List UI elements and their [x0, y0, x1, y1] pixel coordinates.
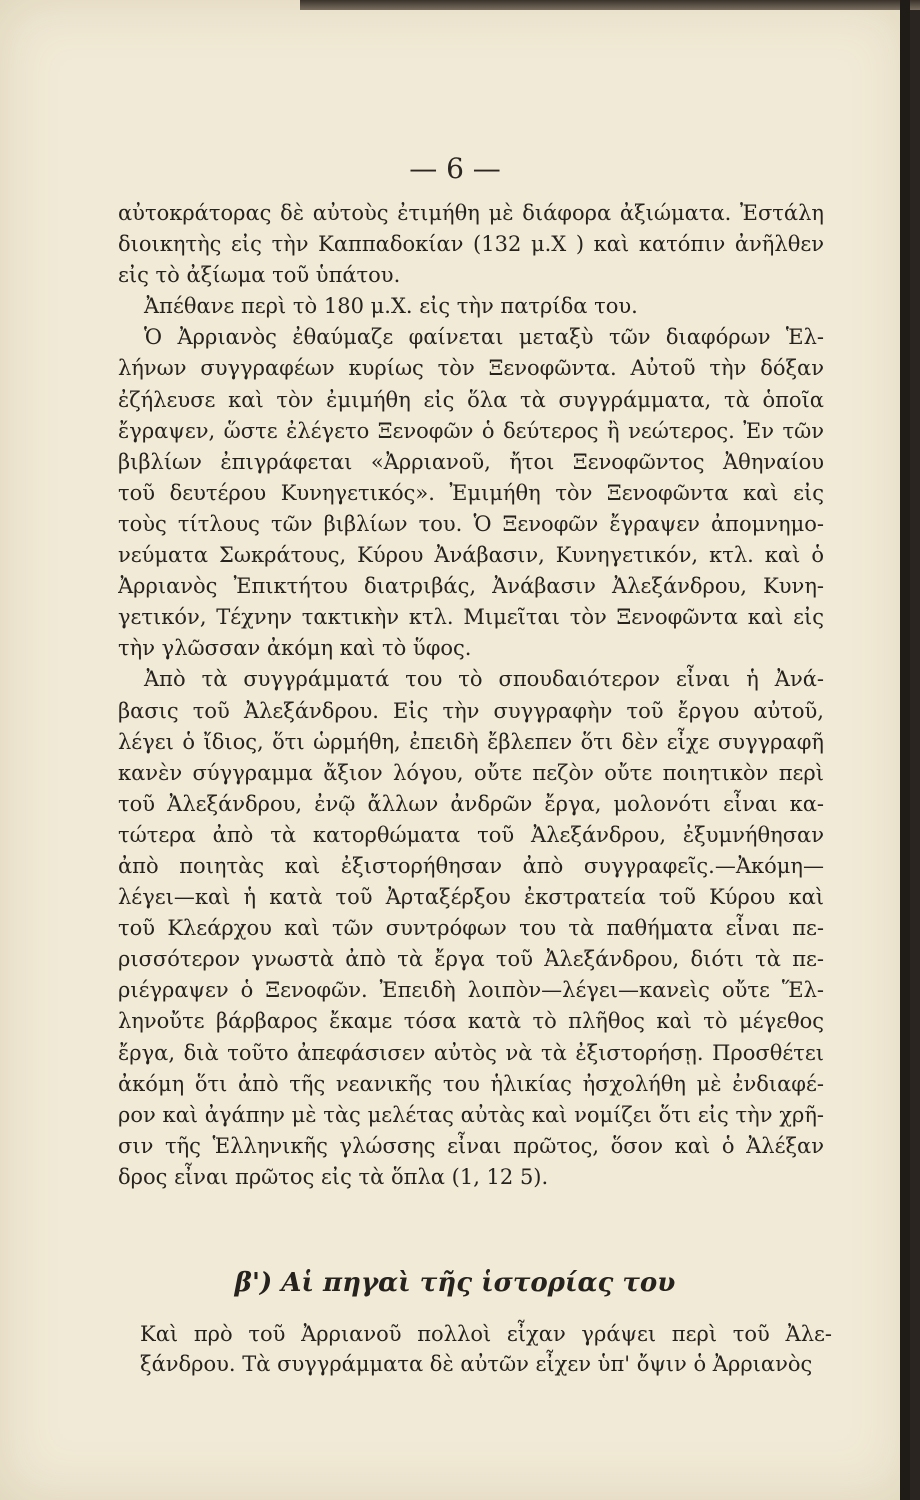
text-line: λέγει—καὶ ἡ κατὰ τοῦ Ἀρταξέρξου ἐκστρατεία τοῦ Κύρου καὶ: [118, 885, 824, 910]
text-line: τοῦ δευτέρου Κυνηγετικός». Ἐμιμήθη τὸν Ξενοφῶντα καὶ εἰς: [118, 480, 824, 505]
text-line: βασις τοῦ Ἀλεξάνδρου. Εἰς τὴν συγγραφὴν τοῦ ἔργου αὐτοῦ,: [118, 698, 824, 723]
text-line: ξάνδρου. Τὰ συγγράμματα δὲ αὐτῶν εἶχεν ὑπ' ὄψιν ὁ Ἀρριανὸς: [140, 1352, 813, 1376]
text-line: ρισσότερον γνωστὰ ἀπὸ τὰ ἔργα τοῦ Ἀλεξάνδρου, διότι τὰ πε-: [118, 947, 824, 972]
page-number: — 6 —: [409, 152, 501, 185]
text-line: Καὶ πρὸ τοῦ Ἀρριανοῦ πολλοὶ εἶχαν γράψει περὶ τοῦ Ἀλε-: [140, 1322, 832, 1346]
text-line: ριέγραψεν ὁ Ξενοφῶν. Ἐπειδὴ λοιπὸν—λέγει—κανεὶς οὔτε Ἕλ-: [118, 978, 824, 1003]
text-line: αὐτοκράτορας δὲ αὐτοὺς ἐτιμήθη μὲ διάφορα ἀξιώματα. Ἐστάλη: [118, 201, 824, 225]
text-line: ἀκόμη ὅτι ἀπὸ τῆς νεανικῆς του ἡλικίας ἠσχολήθη μὲ ἐνδιαφέ-: [118, 1071, 824, 1096]
section-heading: β') Αἱ πηγαὶ τῆς ἱστορίας του: [234, 1268, 676, 1298]
text-line: εἰς τὸ ἀξίωμα τοῦ ὑπάτου.: [118, 263, 401, 288]
text-line: Ὁ Ἀρριανὸς ἐθαύμαζε φαίνεται μεταξὺ τῶν διαφόρων Ἑλ-: [144, 325, 824, 350]
text-line: ἐζήλευσε καὶ τὸν ἐμιμήθη εἰς ὅλα τὰ συγγράμματα, τὰ ὁποῖα: [118, 387, 824, 412]
page-top-edge: [300, 0, 920, 10]
text-line: Ἀπέθανε περὶ τὸ 180 μ.Χ. εἰς τὴν πατρίδα του.: [144, 294, 638, 319]
text-line: λέγει ὁ ἴδιος, ὅτι ὡρμήθη, ἐπειδὴ ἔβλεπεν ὅτι δὲν εἶχε συγγραφῆ: [118, 729, 824, 754]
text-line: νεύματα Σωκράτους, Κύρου Ἀνάβασιν, Κυνηγετικόν, κτλ. καὶ ὁ: [118, 543, 824, 568]
text-line: βιβλίων ἐπιγράφεται «Ἀρριανοῦ, ἤτοι Ξενοφῶντος Ἀθηναίου: [118, 449, 824, 474]
text-line: ληνοὔτε βάρβαρος ἔκαμε τόσα κατὰ τὸ πλῆθος καὶ τὸ μέγεθος: [118, 1009, 824, 1034]
text-line: τοῦ Κλεάρχου καὶ τῶν συντρόφων του τὰ παθήματα εἶναι πε-: [118, 916, 824, 941]
text-line: ἔγραψεν, ὥστε ἐλέγετο Ξενοφῶν ὁ δεύτερος ἢ νεώτερος. Ἐν τῶν: [118, 418, 824, 443]
text-line: κανὲν σύγγραμμα ἄξιον λόγου, οὔτε πεζὸν οὔτε ποιητικὸν περὶ: [118, 760, 824, 785]
text-line: Ἀρριανὸς Ἐπικτήτου διατριβάς, Ἀνάβασιν Ἀλεξάνδρου, Κυνη-: [118, 574, 824, 599]
text-line: διοικητὴς εἰς τὴν Καππαδοκίαν (132 μ.Χ ) καὶ κατόπιν ἀνῆλθεν: [118, 232, 824, 257]
text-line: τοὺς τίτλους τῶν βιβλίων του. Ὁ Ξενοφῶν ἔγραψεν ἀπομνημο-: [118, 511, 824, 536]
text-line: Ἀπὸ τὰ συγγράμματά του τὸ σπουδαιότερον εἶναι ἡ Ἀνά-: [144, 667, 824, 692]
text-line: τοῦ Ἀλεξάνδρου, ἐνῷ ἄλλων ἀνδρῶν ἔργα, μολονότι εἶναι κα-: [118, 791, 824, 816]
text-line: τὴν γλῶσσαν ἀκόμη καὶ τὸ ὕφος.: [118, 636, 472, 661]
text-line: ἔργα, διὰ τοῦτο ἀπεφάσισεν αὐτὸς νὰ τὰ ἐξιστορήσῃ. Προσθέτει: [118, 1040, 824, 1065]
body-text: [118, 198, 824, 1193]
text-line: τώτερα ἀπὸ τὰ κατορθώματα τοῦ Ἀλεξάνδρου, ἐξυμνήθησαν: [118, 822, 824, 847]
text-line: ἀπὸ ποιητὰς καὶ ἐξιστορήθησαν ἀπὸ συγγραφεῖς.—Ἀκόμη—: [118, 853, 824, 878]
text-line: λήνων συγγραφέων κυρίως τὸν Ξενοφῶντα. Αὐτοῦ τὴν δόξαν: [118, 356, 824, 381]
text-line: σιν τῆς Ἑλληνικῆς γλώσσης εἶναι πρῶτος, ὅσον καὶ ὁ Ἀλέξαν: [118, 1133, 824, 1158]
text-line: δρος εἶναι πρῶτος εἰς τὰ ὅπλα (1, 12 5).: [118, 1164, 549, 1189]
text-line: ρον καὶ ἀγάπην μὲ τὰς μελέτας αὐτὰς καὶ νομίζει ὅτι εἰς τὴν χρῆ-: [118, 1102, 824, 1127]
text-line: γετικόν, Τέχνην τακτικὴν κτλ. Μιμεῖται τὸν Ξενοφῶντα καὶ εἰς: [118, 605, 824, 630]
section-text: [140, 1319, 832, 1379]
